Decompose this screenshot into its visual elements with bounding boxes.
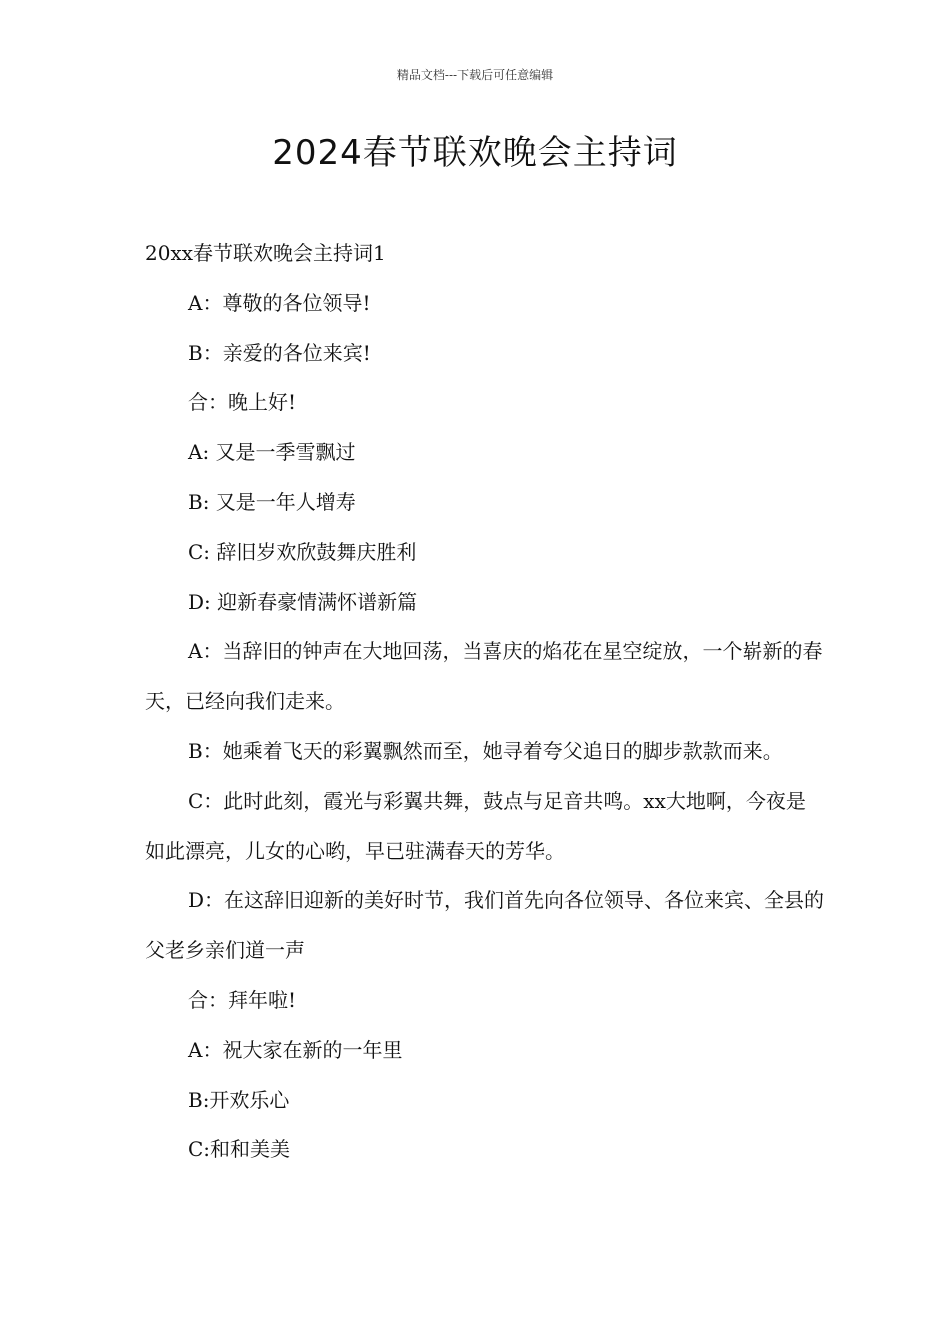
paragraph: C: 辞旧岁欢欣鼓舞庆胜利 — [188, 539, 417, 564]
paragraph: A：祝大家在新的一年里 — [188, 1037, 403, 1062]
paragraph: 合：拜年啦! — [188, 987, 297, 1012]
paragraph: B: 又是一年人增寿 — [188, 489, 356, 514]
paragraph: A: 又是一季雪飘过 — [188, 440, 356, 465]
paragraph: B:开欢乐心 — [188, 1087, 290, 1112]
paragraph: 合：晚上好! — [188, 390, 297, 415]
paragraph: A：当辞旧的钟声在大地回荡，当喜庆的焰花在星空绽放，一个崭新的春天，已经向我们走来。 — [145, 639, 823, 714]
paragraph: A：尊敬的各位领导! — [188, 290, 371, 315]
paragraph: C:和和美美 — [188, 1137, 291, 1162]
document-body — [145, 229, 825, 1175]
paragraph: D: 迎新春豪情满怀谱新篇 — [188, 589, 418, 614]
document-title: 2024春节联欢晚会主持词 — [272, 133, 678, 173]
paragraph: B：她乘着飞天的彩翼飘然而至，她寻着夸父追日的脚步款款而来。 — [188, 738, 783, 763]
paragraph: B：亲爱的各位来宾! — [188, 340, 371, 365]
header-note: 精品文档---下载后可任意编辑 — [396, 68, 554, 82]
paragraph: C：此时此刻，霞光与彩翼共舞，鼓点与足音共鸣。xx大地啊，今夜是如此漂亮，儿女的心哟，早已驻满春天的芳华。 — [145, 788, 806, 863]
paragraph: D：在这辞旧迎新的美好时节，我们首先向各位领导、各位来宾、全县的父老乡亲们道一声 — [145, 888, 825, 963]
paragraph: 20xx春节联欢晚会主持词1 — [145, 241, 386, 265]
